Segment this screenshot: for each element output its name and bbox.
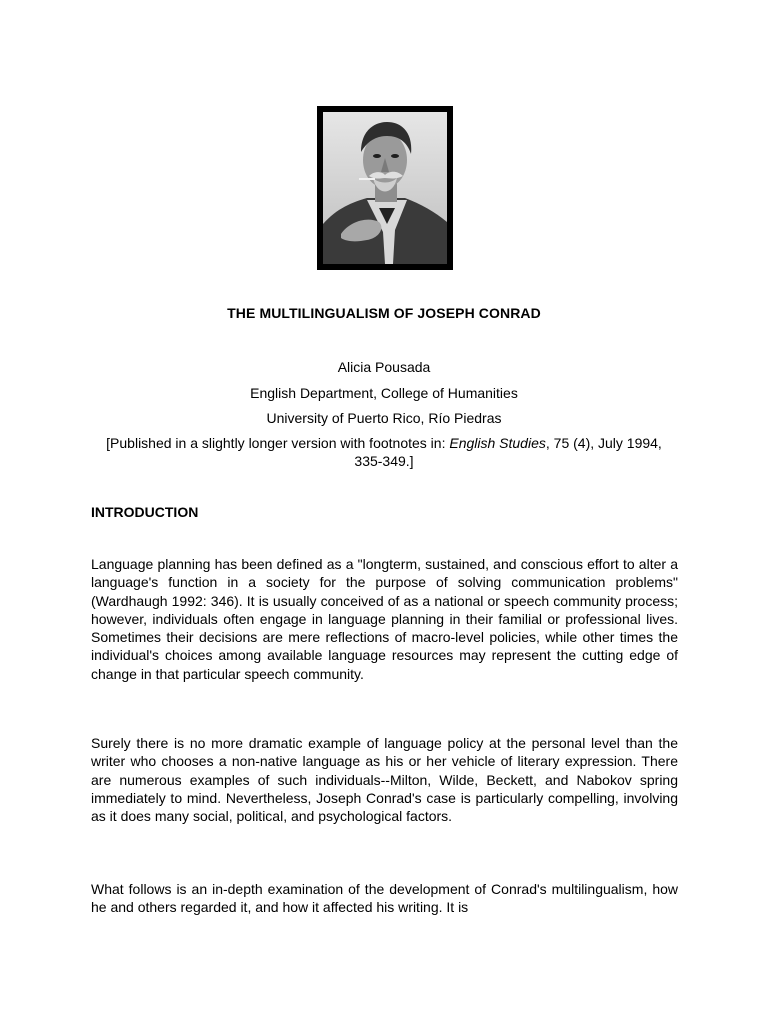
- section-heading: INTRODUCTION: [91, 504, 199, 520]
- author-institution: University of Puerto Rico, Río Piedras: [266, 410, 502, 426]
- paragraph: [91, 734, 678, 825]
- author-name: Alicia Pousada: [337, 359, 431, 375]
- publication-suffix: , 75 (4), July 1994, 335-349.]: [354, 435, 662, 469]
- paragraph-text: Language planning has been defined as a "longterm, sustained, and conscious effort to alter a language's function in a society for the purpose of solving communication problems" (Wardhaugh 1992: 346). It is usually conceived of as a national or speech community process; however, individuals often engage in language planning in their familial or professional lives. Sometimes their decisions are mere reflections of macro-level policies, while other times the individual's choices among available language resources may represent the cutting edge of change in that particular speech community.: [91, 556, 678, 682]
- publication-journal: English Studies: [449, 435, 546, 451]
- document-title: THE MULTILINGUALISM OF JOSEPH CONRAD: [227, 305, 541, 321]
- publication-prefix: [Published in a slightly longer version with footnotes in:: [106, 435, 450, 451]
- author-department: English Department, College of Humanities: [250, 385, 518, 401]
- publication-note: [92, 434, 676, 470]
- paragraph-text: What follows is an in-depth examination of the development of Conrad's multilingualism, how he and others regarded it, and how it affected his writing. It is: [91, 881, 678, 916]
- author-portrait: [317, 106, 453, 270]
- paragraph: [91, 555, 678, 683]
- paragraph-text: Surely there is no more dramatic example of language policy at the personal level than the writer who chooses a non-native language as his or her vehicle of literary expression. There are numerous examples of such individuals--Milton, Wilde, Beckett, and Nabokov spring immediately to mind. Nevertheless, Joseph Conrad's case is particularly compelling, involving as it does many social, political, and psychological factors.: [91, 735, 678, 825]
- author-portrait-photo-icon: [323, 112, 447, 264]
- paragraph: [91, 880, 678, 917]
